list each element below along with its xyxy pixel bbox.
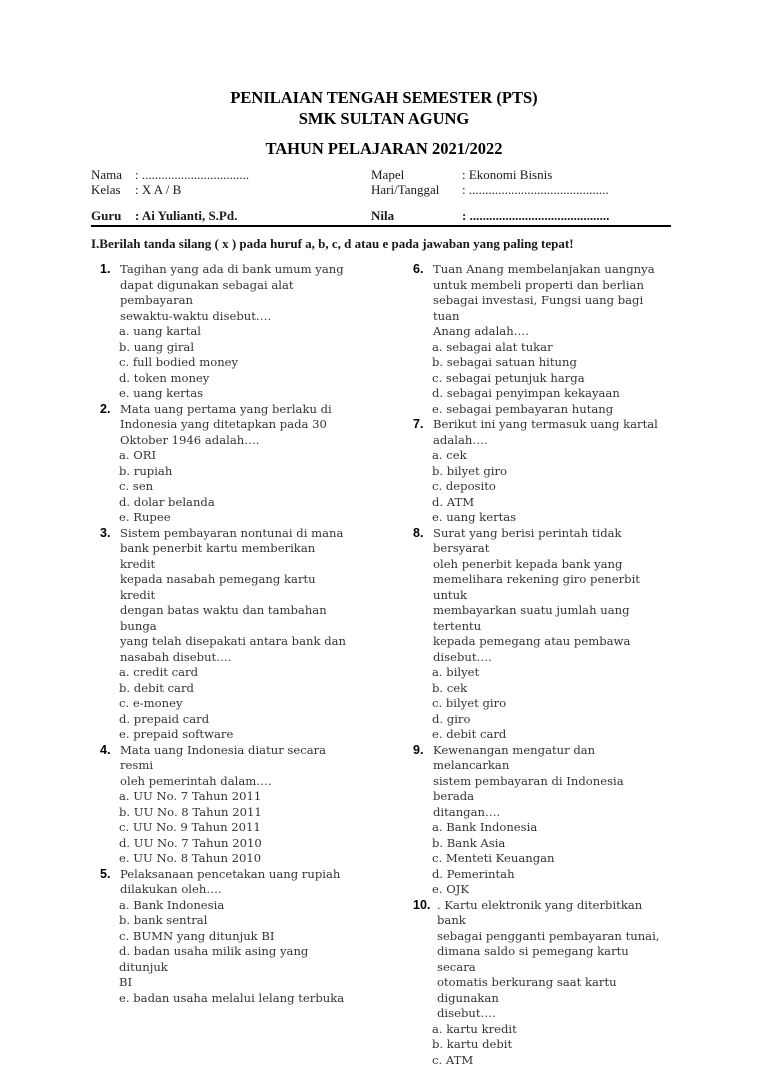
exam-title: PENILAIAN TENGAH SEMESTER (PTS) — [0, 88, 768, 108]
nila-label: Nila — [371, 208, 394, 223]
mapel-label: Mapel — [371, 167, 404, 182]
question-5 — [100, 867, 348, 1007]
option-b[interactable]: b. cek — [432, 681, 661, 697]
guru-label: Guru — [91, 208, 121, 223]
school-name: SMK SULTAN AGUNG — [0, 109, 768, 129]
question-text: Kewenangan mengatur dan melancarkan sistem pembayaran di Indonesia berada ditangan…. — [433, 743, 661, 821]
option-e[interactable]: e. badan usaha melalui lelang terbuka — [119, 991, 348, 1007]
option-d[interactable]: d. sebagai penyimpan kekayaan — [432, 386, 661, 402]
option-e[interactable]: e. OJK — [432, 882, 661, 898]
academic-year: TAHUN PELAJARAN 2021/2022 — [0, 139, 768, 159]
question-9 — [413, 743, 661, 898]
option-b[interactable]: b. sebagai satuan hitung — [432, 355, 661, 371]
hari-tanggal-label: Hari/Tanggal — [371, 182, 439, 197]
answer-options — [432, 1022, 661, 1068]
option-d[interactable]: d. badan usaha milik asing yang ditunjuk BI — [119, 944, 348, 991]
nama-value: : ................................. — [135, 167, 249, 182]
question-number: 10. — [413, 898, 430, 914]
option-e[interactable]: e. debit card — [432, 727, 661, 743]
kelas-value: : X A / B — [135, 182, 181, 197]
question-6 — [413, 262, 661, 417]
question-text: Mata uang Indonesia diatur secara resmi oleh pemerintah dalam…. — [120, 743, 348, 790]
option-c[interactable]: c. sebagai petunjuk harga — [432, 371, 661, 387]
option-d[interactable]: d. prepaid card — [119, 712, 348, 728]
answer-options — [432, 820, 661, 898]
question-number: 3. — [100, 526, 110, 542]
option-b[interactable]: b. rupiah — [119, 464, 348, 480]
option-c[interactable]: c. full bodied money — [119, 355, 348, 371]
option-d[interactable]: d. dolar belanda — [119, 495, 348, 511]
question-number: 1. — [100, 262, 110, 278]
option-e[interactable]: e. Rupee — [119, 510, 348, 526]
nama-label: Nama — [91, 167, 122, 182]
question-3 — [100, 526, 348, 743]
option-a[interactable]: a. sebagai alat tukar — [432, 340, 661, 356]
mapel-value: : Ekonomi Bisnis — [462, 167, 552, 182]
answer-options — [119, 665, 348, 743]
option-c[interactable]: c. ATM — [432, 1053, 661, 1068]
guru-value: : Ai Yulianti, S.Pd. — [135, 208, 237, 223]
header-divider — [91, 225, 671, 227]
question-number: 6. — [413, 262, 423, 278]
option-d[interactable]: d. giro — [432, 712, 661, 728]
option-b[interactable]: b. debit card — [119, 681, 348, 697]
question-1 — [100, 262, 348, 402]
question-2 — [100, 402, 348, 526]
answer-options — [432, 448, 661, 526]
question-text: Surat yang berisi perintah tidak bersyarat oleh penerbit kepada bank yang memelihara rekening giro penerbit untuk membayarkan suatu jumlah uang tertentu kepada pemegang atau pembawa disebut…. — [433, 526, 661, 666]
option-b[interactable]: b. UU No. 8 Tahun 2011 — [119, 805, 348, 821]
option-a[interactable]: a. bilyet — [432, 665, 661, 681]
option-a[interactable]: a. uang kartal — [119, 324, 348, 340]
question-10 — [413, 898, 661, 1068]
option-a[interactable]: a. Bank Indonesia — [432, 820, 661, 836]
question-text: Mata uang pertama yang berlaku di Indonesia yang ditetapkan pada 30 Oktober 1946 adalah…. — [120, 402, 348, 449]
answer-options — [432, 665, 661, 743]
question-text: Tuan Anang membelanjakan uangnya untuk membeli properti dan berlian sebagai investasi, Fungsi uang bagi tuan Anang adalah…. — [433, 262, 661, 340]
option-a[interactable]: a. Bank Indonesia — [119, 898, 348, 914]
questions-left-column — [100, 262, 348, 1006]
option-c[interactable]: c. Menteti Keuangan — [432, 851, 661, 867]
answer-options — [119, 789, 348, 867]
option-a[interactable]: a. cek — [432, 448, 661, 464]
answer-options — [432, 340, 661, 418]
option-e[interactable]: e. uang kertas — [119, 386, 348, 402]
option-c[interactable]: c. deposito — [432, 479, 661, 495]
question-text: Tagihan yang ada di bank umum yang dapat digunakan sebagai alat pembayaran sewaktu-waktu disebut…. — [120, 262, 348, 324]
question-7 — [413, 417, 661, 526]
question-number: 5. — [100, 867, 110, 883]
option-a[interactable]: a. UU No. 7 Tahun 2011 — [119, 789, 348, 805]
option-a[interactable]: a. ORI — [119, 448, 348, 464]
option-b[interactable]: b. Bank Asia — [432, 836, 661, 852]
option-c[interactable]: c. BUMN yang ditunjuk BI — [119, 929, 348, 945]
question-number: 4. — [100, 743, 110, 759]
option-b[interactable]: b. bilyet giro — [432, 464, 661, 480]
question-text: Sistem pembayaran nontunai di mana bank penerbit kartu memberikan kredit kepada nasabah pemegang kartu kredit dengan batas waktu dan tambahan bunga yang telah disepakati antara bank dan nasabah disebut…. — [120, 526, 348, 666]
option-c[interactable]: c. sen — [119, 479, 348, 495]
question-text: Berikut ini yang termasuk uang kartal adalah…. — [433, 417, 661, 448]
option-b[interactable]: b. kartu debit — [432, 1037, 661, 1053]
option-c[interactable]: c. UU No. 9 Tahun 2011 — [119, 820, 348, 836]
option-e[interactable]: e. sebagai pembayaran hutang — [432, 402, 661, 418]
nila-value: : ........................................... — [462, 208, 609, 223]
option-d[interactable]: d. Pemerintah — [432, 867, 661, 883]
option-c[interactable]: c. bilyet giro — [432, 696, 661, 712]
question-text: . Kartu elektronik yang diterbitkan bank sebagai pengganti pembayaran tunai, dimana saldo si pemegang kartu secara otomatis berkurang saat kartu digunakan disebut…. — [437, 898, 661, 1022]
question-4 — [100, 743, 348, 867]
option-e[interactable]: e. prepaid software — [119, 727, 348, 743]
answer-options — [119, 324, 348, 402]
kelas-label: Kelas — [91, 182, 121, 197]
option-b[interactable]: b. uang giral — [119, 340, 348, 356]
question-8 — [413, 526, 661, 743]
question-number: 7. — [413, 417, 423, 433]
answer-options — [119, 898, 348, 1007]
option-e[interactable]: e. uang kertas — [432, 510, 661, 526]
option-b[interactable]: b. bank sentral — [119, 913, 348, 929]
option-e[interactable]: e. UU No. 8 Tahun 2010 — [119, 851, 348, 867]
option-d[interactable]: d. token money — [119, 371, 348, 387]
answer-options — [119, 448, 348, 526]
question-number: 2. — [100, 402, 110, 418]
hari-tanggal-value: : ........................................... — [462, 182, 609, 197]
option-c[interactable]: c. e-money — [119, 696, 348, 712]
question-text: Pelaksanaan pencetakan uang rupiah dilakukan oleh…. — [120, 867, 348, 898]
option-d[interactable]: d. ATM — [432, 495, 661, 511]
question-number: 9. — [413, 743, 423, 759]
option-a[interactable]: a. credit card — [119, 665, 348, 681]
option-a[interactable]: a. kartu kredit — [432, 1022, 661, 1038]
questions-right-column — [413, 262, 661, 1068]
question-number: 8. — [413, 526, 423, 542]
option-d[interactable]: d. UU No. 7 Tahun 2010 — [119, 836, 348, 852]
instruction: I.Berilah tanda silang ( x ) pada huruf a, b, c, d atau e pada jawaban yang paling tepat! — [91, 236, 691, 252]
